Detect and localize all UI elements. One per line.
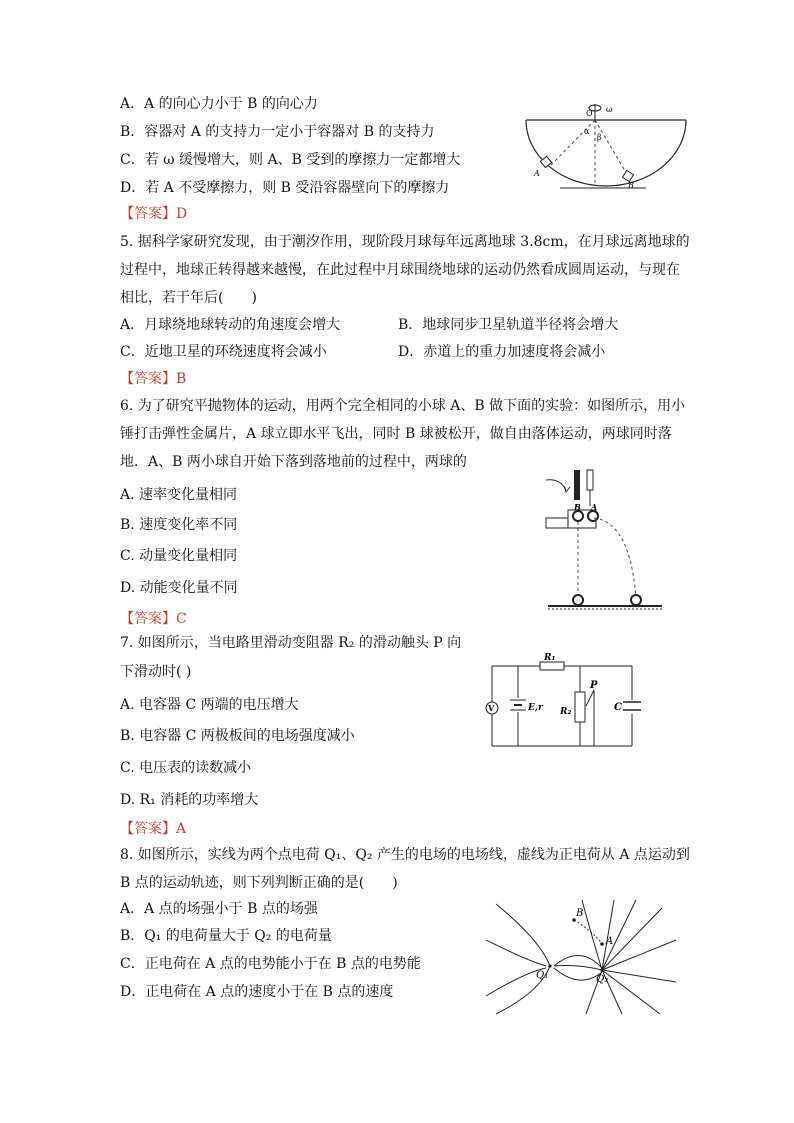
- q6-answer: [120, 609, 187, 629]
- q4-answer: [120, 204, 187, 224]
- q5-stem-line1: 5. 据科学家研究发现，由于潮汐作用，现阶段月球每年远离地球 3.8cm，在月球远离地球的: [120, 234, 690, 250]
- q1-label: Q₁: [536, 970, 549, 981]
- q6-stem-line1: 6. 为了研究平抛物体的运动，用两个完全相同的小球 A、B 做下面的实验：如图所示，用小: [120, 398, 686, 414]
- q6-stem-line2: 锤打击弹性金属片，A 球立即水平飞出，同时 B 球被松开，做自由落体运动，两球同时落: [120, 426, 672, 442]
- q8-option-a: A．A 点的场强小于 B 点的场强: [120, 901, 318, 917]
- p-label: P: [590, 680, 598, 691]
- answer-label: 【答案】: [120, 371, 176, 387]
- beta-label: β: [597, 133, 602, 142]
- q7-option-a: A. 电容器 C 两端的电压增大: [120, 697, 299, 713]
- a-label: A: [534, 169, 540, 178]
- q8-field-lines-figure: [486, 900, 678, 1016]
- ball-a-label: A: [591, 502, 598, 512]
- q5-option-c: C．近地卫星的环绕速度将会减小: [120, 344, 327, 360]
- q8-option-c: C．正电荷在 A 点的电势能小于在 B 点的电势能: [120, 956, 421, 972]
- answer-label: 【答案】: [120, 821, 176, 837]
- point-a-label: A: [606, 936, 614, 947]
- q7-option-c: C. 电压表的读数减小: [120, 760, 252, 776]
- q6-stem-line3: 地．A、B 两小球自开始下落到落地前的过程中，两球的: [120, 454, 467, 470]
- ball-b-label: B: [574, 502, 581, 512]
- emf-label: E,r: [528, 703, 543, 713]
- q4-option-d: D．若 A 不受摩擦力，则 B 受沿容器壁向下的摩擦力: [120, 180, 450, 196]
- voltmeter-label: V: [488, 703, 495, 713]
- o-label: O: [586, 109, 593, 118]
- r1-label: R₁: [544, 653, 556, 663]
- q7-circuit-figure: [482, 652, 648, 752]
- q8-option-b: B．Q₁ 的电荷量大于 Q₂ 的电荷量: [120, 928, 332, 944]
- q6-option-a: A. 速率变化量相同: [120, 487, 238, 503]
- q8-stem-line2: B 点的运动轨迹，则下列判断正确的是( ): [120, 875, 398, 891]
- b-label: B: [628, 181, 634, 190]
- answer-value: B: [176, 371, 187, 387]
- alpha-label: α: [584, 127, 590, 136]
- q4-option-a: A．A 的向心力小于 B 的向心力: [120, 96, 318, 112]
- q8-option-d: D．正电荷在 A 点的速度小于在 B 点的速度: [120, 984, 394, 1000]
- q5-stem-line3: 相比，若干年后( ): [120, 290, 257, 306]
- answer-label: 【答案】: [120, 206, 176, 222]
- q7-option-d: D. R₁ 消耗的功率增大: [120, 792, 259, 808]
- q4-bowl-figure: [520, 98, 692, 194]
- q4-option-b: B．容器对 A 的支持力一定小于容器对 B 的支持力: [120, 124, 435, 140]
- q4-option-c: C．若 ω 缓慢增大，则 A、B 受到的摩擦力一定都增大: [120, 152, 461, 168]
- q5-option-a: A．月球绕地球转动的角速度会增大: [120, 317, 341, 333]
- answer-value: A: [176, 821, 187, 837]
- q6-option-c: C. 动量变化量相同: [120, 548, 238, 564]
- answer-value: C: [176, 611, 187, 627]
- answer-label: 【答案】: [120, 611, 176, 627]
- point-b-label: B: [576, 908, 584, 919]
- q7-option-b: B. 电容器 C 两极板间的电场强度减小: [120, 728, 355, 744]
- omega-label: ω: [606, 105, 613, 114]
- q6-option-b: B. 速度变化率不同: [120, 517, 238, 533]
- q5-answer: [120, 369, 186, 389]
- q6-projectile-figure: [538, 466, 668, 614]
- q7-answer: [120, 819, 186, 839]
- q6-option-d: D. 动能变化量不同: [120, 580, 238, 596]
- q2-label: Q₂: [596, 974, 609, 985]
- q5-stem-line2: 过程中，地球正转得越来越慢，在此过程中月球围绕地球的运动仍然看成圆周运动，与现在: [120, 262, 680, 278]
- q8-stem-line1: 8. 如图所示，实线为两个点电荷 Q₁、Q₂ 产生的电场的电场线，虚线为正电荷从 A 点运动到: [120, 847, 690, 863]
- r2-label: R₂: [560, 707, 572, 717]
- q5-option-b: B．地球同步卫星轨道半径将会增大: [398, 317, 619, 333]
- c-label: C: [614, 702, 622, 713]
- q7-stem-line1: 7. 如图所示，当电路里滑动变阻器 R₂ 的滑动触头 P 向: [120, 635, 462, 651]
- answer-value: D: [176, 206, 188, 222]
- q7-stem-line2: 下滑动时( ): [120, 664, 192, 680]
- q5-option-d: D．赤道上的重力加速度将会减小: [398, 344, 606, 360]
